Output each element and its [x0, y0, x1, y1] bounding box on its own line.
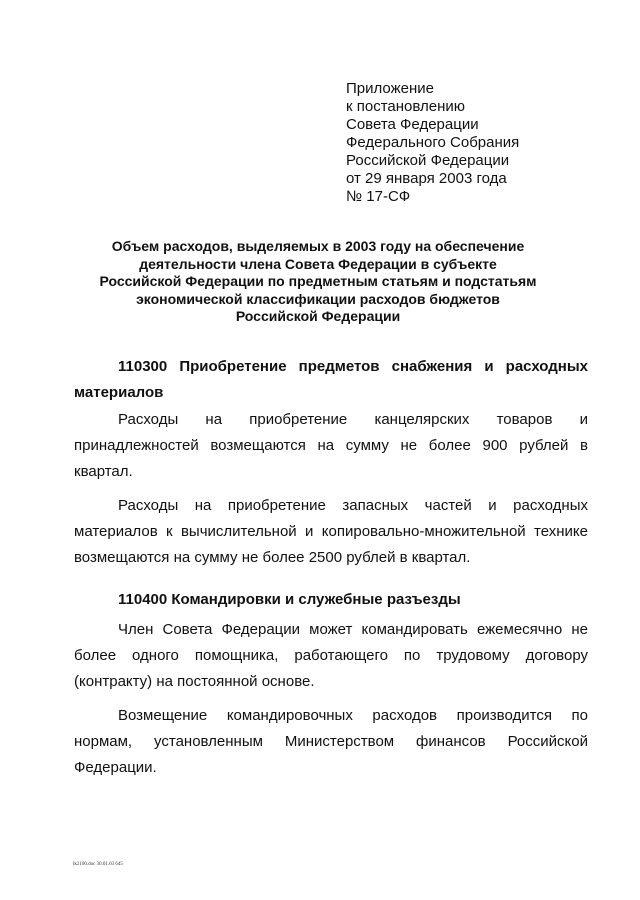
title-line: деятельности члена Совета Федерации в субъекте — [139, 255, 497, 272]
file-code-footer: lk2100.doc 30.01.03 645 — [73, 862, 123, 867]
document-title — [80, 238, 556, 326]
section-paragraph: Расходы на приобретение канцелярских товаров и принадлежностей возмещаются на сумму не более 900 рублей в квартал. — [74, 411, 588, 480]
title-line: экономической классификации расходов бюджетов — [136, 290, 500, 307]
section-heading: 110300 Приобретение предметов снабжения и расходных материалов — [74, 358, 588, 401]
appendix-line: Федерального Собрания — [346, 134, 520, 151]
section-paragraph: Возмещение командировочных расходов производится по нормам, установленным Министерством финансов Российской Федерации. — [74, 707, 588, 776]
section-paragraph: Член Совета Федерации может командировать ежемесячно не более одного помощника, работающего по трудовому договору (контракту) на постоянной основе. — [74, 621, 588, 690]
title-line: Объем расходов, выделяемых в 2003 году на обеспечение — [111, 238, 525, 254]
appendix-line: № 17-СФ — [346, 188, 411, 205]
section-110300 — [74, 354, 588, 571]
appendix-line: от 29 января 2003 года — [346, 170, 507, 187]
appendix-line: Российской Федерации — [346, 152, 510, 169]
title-line: Российской Федерации — [235, 308, 401, 324]
appendix-line: к постановлению — [346, 98, 465, 115]
section-paragraph: Расходы на приобретение запасных частей и расходных материалов к вычислительной и копировально-множительной технике возмещаются на сумму не более 2500 рублей в квартал. — [74, 497, 588, 566]
appendix-line: Приложение — [346, 80, 434, 97]
appendix-line: Совета Федерации — [346, 116, 479, 133]
section-heading: 110400 Командировки и служебные разъезды — [118, 591, 461, 608]
title-line: Российской Федерации по предметным статьям и подстатьям — [99, 273, 537, 289]
appendix-note — [346, 80, 519, 206]
section-110400 — [74, 587, 588, 781]
